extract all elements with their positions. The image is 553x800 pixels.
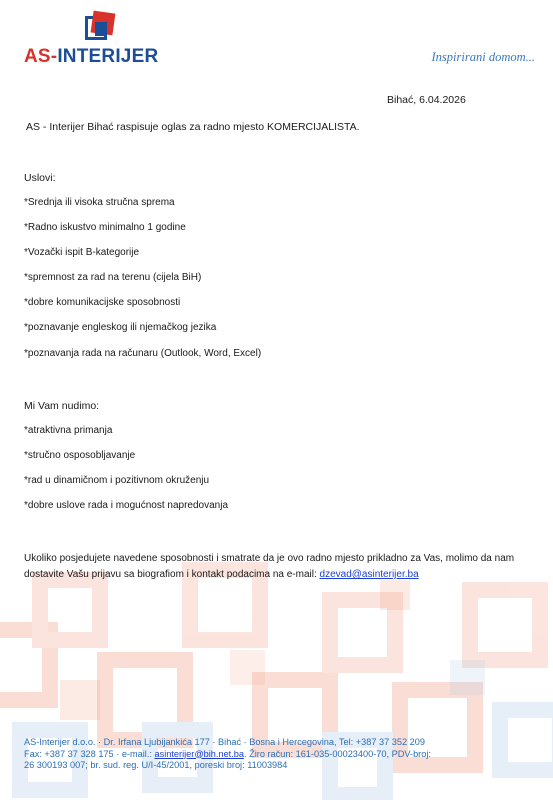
footer-email-link[interactable]: asinterijer@bih.net.ba — [154, 748, 245, 759]
company-logo — [22, 10, 172, 66]
condition-item: *poznavanja rada na računaru (Outlook, Word, Excel) — [24, 348, 262, 359]
offer-title: Mi Vam nudimo: — [24, 400, 100, 412]
logo-wordmark-rest: INTERIJER — [57, 46, 159, 67]
closing-paragraph — [24, 551, 534, 583]
footer-fax: Fax: +387 37 328 175 · e-mail.: — [24, 748, 155, 759]
tagline: Inspirirani domom... — [431, 50, 535, 64]
offer-item: *atraktivna primanja — [24, 425, 113, 436]
condition-item: *dobre komunikacijske sposobnosti — [24, 297, 181, 308]
conditions-title: Uslovi: — [24, 172, 56, 184]
contact-email-link[interactable]: dzevad@asinterijer.ba — [319, 569, 419, 580]
offer-item: *stručno osposobljavanje — [24, 450, 136, 461]
condition-item: *Srednja ili visoka stručna sprema — [24, 197, 175, 208]
logo-wordmark-as: AS- — [24, 46, 58, 67]
footer — [24, 737, 534, 772]
closing-text: Ukoliko posjedujete navedene sposobnosti i smatrate da je ovo radno mjesto prikladno za Vas, molimo da nam dostavite Vašu prijavu sa biografiom i kontakt podacima na e-mail: — [24, 553, 515, 580]
logo-wordmark — [24, 46, 158, 68]
date-line: Bihać, 6.04.2026 — [387, 94, 466, 106]
footer-line-contact — [24, 749, 534, 761]
offer-item: *rad u dinamičnom i pozitivnom okruženju — [24, 475, 210, 486]
condition-item: *Vozački ispit B-kategorije — [24, 247, 140, 258]
condition-item: *spremnost za rad na terenu (cijela BiH) — [24, 272, 202, 283]
condition-item: *poznavanje engleskog ili njemačkog jezika — [24, 322, 217, 333]
intro-text: AS - Interijer Bihać raspisuje oglas za radno mjesto KOMERCIJALISTA. — [26, 121, 360, 133]
footer-line-address: AS-Interijer d.o.o. · Dr. Irfana Ljubijankića 177 · Bihać · Bosna i Hercegovina, Tel: +387 37 352 209 — [24, 737, 425, 747]
offer-item: *dobre uslove rada i mogućnost napredovanja — [24, 500, 229, 511]
footer-line-registry: 26 300193 007; br. sud. reg. U/I-45/2001, poreski broj: 11003984 — [24, 760, 288, 770]
condition-item: *Radno iskustvo minimalno 1 godine — [24, 222, 186, 233]
footer-bank: . Žiro račun: 161-035-00023400-70, PDV-broj: — [244, 748, 431, 759]
logo-mark-icon — [83, 10, 117, 44]
